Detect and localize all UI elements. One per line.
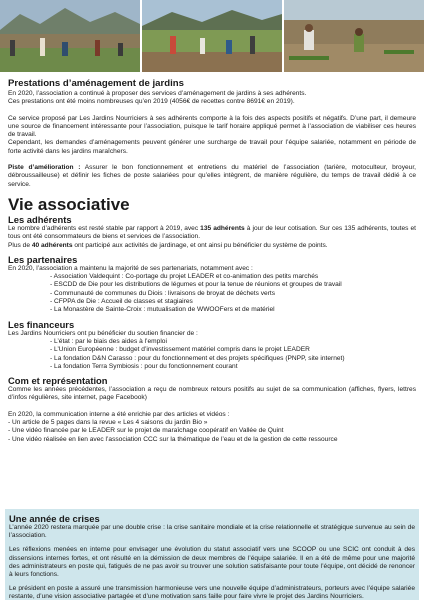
photo-garden-workers-field	[142, 0, 282, 72]
list-item: - La fondation Terra Symbiosis : pour du fonctionnement courant	[50, 363, 416, 371]
piste-amelioration	[8, 164, 416, 189]
list-item: - ESCDD de Die pour les distributions de légumes et pour la tenue de réunions et groupes de travail	[50, 281, 416, 289]
subsection-title-partenaires: Les partenaires	[8, 253, 78, 265]
piste-text: Assurer le bon fonctionnement et entretiens du matériel de l’association (tarière, motoculteur, broyeur, débroussailleuse) et définir les fiches de poste salariées pour qu’elles intègrent, de manière régulière, du temps de travail dédié à ce service.	[8, 164, 417, 188]
list-item: - L’Union Européenne : budget d’investissement matériel compris dans le projet LEADER	[50, 346, 416, 354]
subsection-title-com: Com et représentation	[8, 375, 108, 387]
paragraph: Plus de 40 adhérents ont participé aux activités de jardinage, et ont ainsi pu bénéficier du système de points.	[8, 241, 328, 249]
paragraph: Les Jardins Nourriciers ont pu bénéficier du soutien financier de :	[8, 329, 198, 337]
subsection-title-adherents: Les adhérents	[8, 213, 72, 225]
piste-label: Piste d’amélioration :	[8, 164, 81, 172]
paragraph: En 2020, l’association a continué à proposer des services d’aménagement de jardins à ses adhérents.	[8, 90, 307, 97]
photo-garden-workers-mountains	[0, 0, 140, 72]
partners-list	[8, 273, 416, 314]
list-item: - La Monastère de Sainte-Croix : mutualisation de WWOOFers et de matériel	[50, 306, 416, 314]
photo-strip	[0, 0, 424, 72]
section-title-crises: Une année de crises	[9, 513, 100, 524]
list-item: - Une vidéo financée par le LEADER sur le projet de maraîchage coopératif en Vallée de Quint	[8, 427, 284, 435]
paragraph: L’année 2020 restera marquée par une double crise : la crise sanitaire mondiale et la crise relationnelle et stratégique survenue au sein de l’association.	[9, 524, 415, 540]
section-title-amenagement: Prestations d’aménagement de jardins	[8, 78, 184, 89]
list-item: - CFPPA de Die : Accueil de classes et stagiaires	[50, 298, 416, 306]
list-item: - Association Valdequint : Co-portage du projet LEADER et co-animation des petits marchés	[50, 273, 416, 281]
paragraph: En 2020, l’association a maintenu la majorité de ses partenariats, notamment avec :	[8, 264, 253, 272]
paragraph: Le président en poste a assuré une transmission harmonieuse vers une nouvelle équipe d’administrateurs, porteurs avec l’équipe salariée restante, d’une vision associative partagée et d’une motivation sans faille pour faire vivre le projet des Jardins Nourriciers.	[9, 585, 415, 601]
document-body	[8, 78, 416, 444]
crisis-box	[5, 509, 419, 600]
funders-list	[8, 338, 416, 371]
paragraph: En 2020, la communication interne a été enrichie par des articles et vidéos :	[8, 410, 230, 418]
paragraph: Comme les années précédentes, l’association a reçu de nombreux retours positifs au sujet de sa communication (affiches, flyers, lettres d’infos régulières, site internet, page Facebook)	[8, 386, 416, 402]
list-item: - Un article de 5 pages dans la revue « Les 4 saisons du jardin Bio »	[8, 419, 208, 427]
paragraph: Les réflexions menées en interne pour envisager une évolution du statut associatif vers une SCOOP ou une SCIC ont conduit à des dissensions internes fortes, et ont résulté en la démission de deux membres de l’équipe salariée. Il en a été de même pour une majorité des administrateurs en poste qui, fatigués de ne pas avoir su trouver une solution satisfaisante pour toute l’équipe, ont décidé de renoncer à leurs fonctions.	[9, 546, 415, 579]
subsection-title-financeurs: Les financeurs	[8, 318, 75, 330]
list-item: - Une vidéo réalisée en lien avec l’association CCC sur la thématique de l’eau et de la gestion de cette ressource	[8, 435, 338, 443]
paragraph: Le nombre d’adhérents est resté stable par rapport à 2019, avec 135 adhérents à jour de leur cotisation. Sur ces 135 adhérents, toutes et tous ont été consommateurs de biens et services de l’association.	[8, 224, 416, 241]
section-title-vie-associative: Vie associative	[8, 194, 130, 214]
list-item: - Communauté de communes du Diois : livraisons de broyat de déchets verts	[50, 290, 416, 298]
paragraph: Ces prestations ont été moins nombreuses qu’en 2019 (4056€ de recettes contre 8691€ en 2019).	[8, 98, 295, 106]
paragraph: Ce service proposé par Les Jardins Nourriciers à ses adhérents comporte à la fois des aspects positifs et négatifs. D’une part, il demeure une source de financement intéressante pour l’association, puisque le tarif horaire appliqué permet à l’association de viabiliser ces heures de travail.	[8, 114, 416, 139]
list-item: - La fondation D&N Carasso : pour du fonctionnement et des projets spécifiques (PNPP, site internet)	[50, 355, 416, 363]
list-item: - L’état : par le biais des aides à l’emploi	[50, 338, 416, 346]
paragraph: Cependant, les demandes d’aménagements peuvent générer une surcharge de travail pour l’équipe salariée, notamment en période de forte activité dans les jardins maraîchers.	[8, 139, 416, 155]
photo-planting-seedlings	[284, 0, 424, 72]
